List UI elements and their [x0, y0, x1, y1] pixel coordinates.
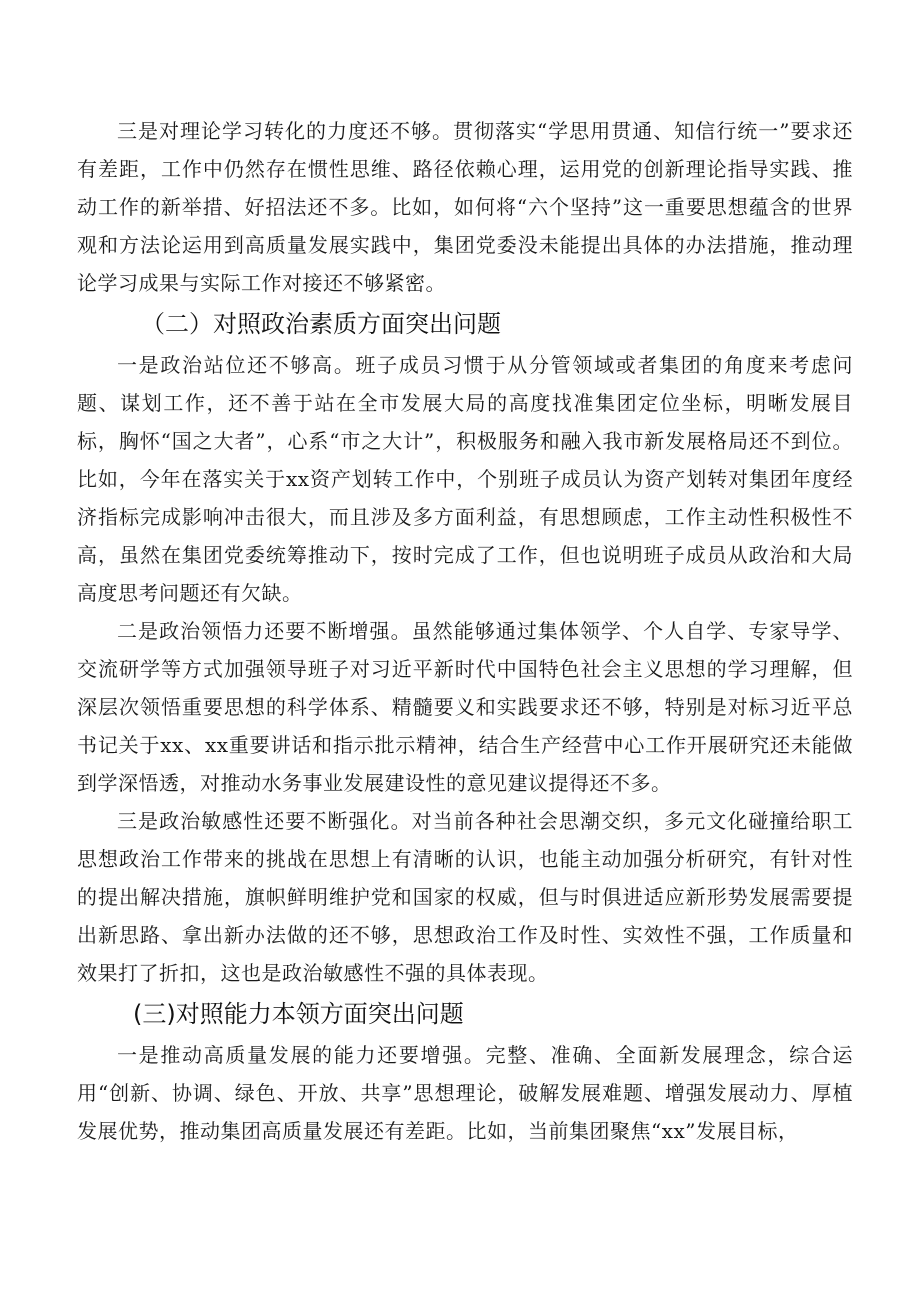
section2-paragraph-1: 一是政治站位还不够高。班子成员习惯于从分管领域或者集团的角度来考虑问题、谋划工作，还不善于站在全市发展大局的高度找准集团定位坐标，明晰发展目标，胸怀“国之大者”，心系“市之大计”，积极服务和融入我市新发展格局还不到位。比如，今年在落实关于xx资产划转工作中，个别班子成员认为资产划转对集团年度经济指标完成影响冲击很大，而且涉及多方面利益，有思想顾虑，工作主动性积极性不高，虽然在集团党委统筹推动下，按时完成了工作，但也说明班子成员从政治和大局高度思考问题还有欠缺。 — [77, 353, 853, 605]
section2-paragraph-3: 三是政治敏感性还要不断强化。对当前各种社会思潮交织，多元文化碰撞给职工思想政治工作带来的挑战在思想上有清晰的认识，也能主动加强分析研究，有针对性的提出解决措施，旗帜鲜明维护党和国家的权威，但与时俱进适应新形势发展需要提出新思路、拿出新办法做的还不够，思想政治工作及时性、实效性不强，工作质量和效果打了折扣，这也是政治敏感性不强的具体表现。 — [77, 809, 853, 985]
document-body — [77, 112, 853, 1150]
intro-paragraph: 三是对理论学习转化的力度还不够。贯彻落实“学思用贯通、知信行统一”要求还有差距，工作中仍然存在惯性思维、路径依赖心理，运用党的创新理论指导实践、推动工作的新举措、好招法还不多。比如，如何将“六个坚持”这一重要思想蕴含的世界观和方法论运用到高质量发展实践中，集团党委没未能提出具体的办法措施，推动理论学习成果与实际工作对接还不够紧密。 — [77, 119, 853, 295]
section2-paragraph-2: 二是政治领悟力还要不断增强。虽然能够通过集体领学、个人自学、专家导学、交流研学等方式加强领导班子对习近平新时代中国特色社会主义思想的学习理解，但深层次领悟重要思想的科学体系、精髓要义和实践要求还不够，特别是对标习近平总书记关于xx、xx重要讲话和指示批示精神，结合生产经营中心工作开展研究还未能做到学深悟透，对推动水务事业发展建设性的意见建议提得还不多。 — [77, 619, 853, 795]
section3-paragraph-1: 一是推动高质量发展的能力还要增强。完整、准确、全面新发展理念，综合运用“创新、协调、绿色、开放、共享”思想理论，破解发展难题、增强发展动力、厚植发展优势，推动集团高质量发展还有差距。比如，当前集团聚焦“xx”发展目标， — [77, 1043, 853, 1143]
section-heading-2: （二）对照政治素质方面突出问题 — [141, 310, 501, 338]
section-heading-3: (三)对照能力本领方面突出问题 — [133, 1000, 464, 1028]
